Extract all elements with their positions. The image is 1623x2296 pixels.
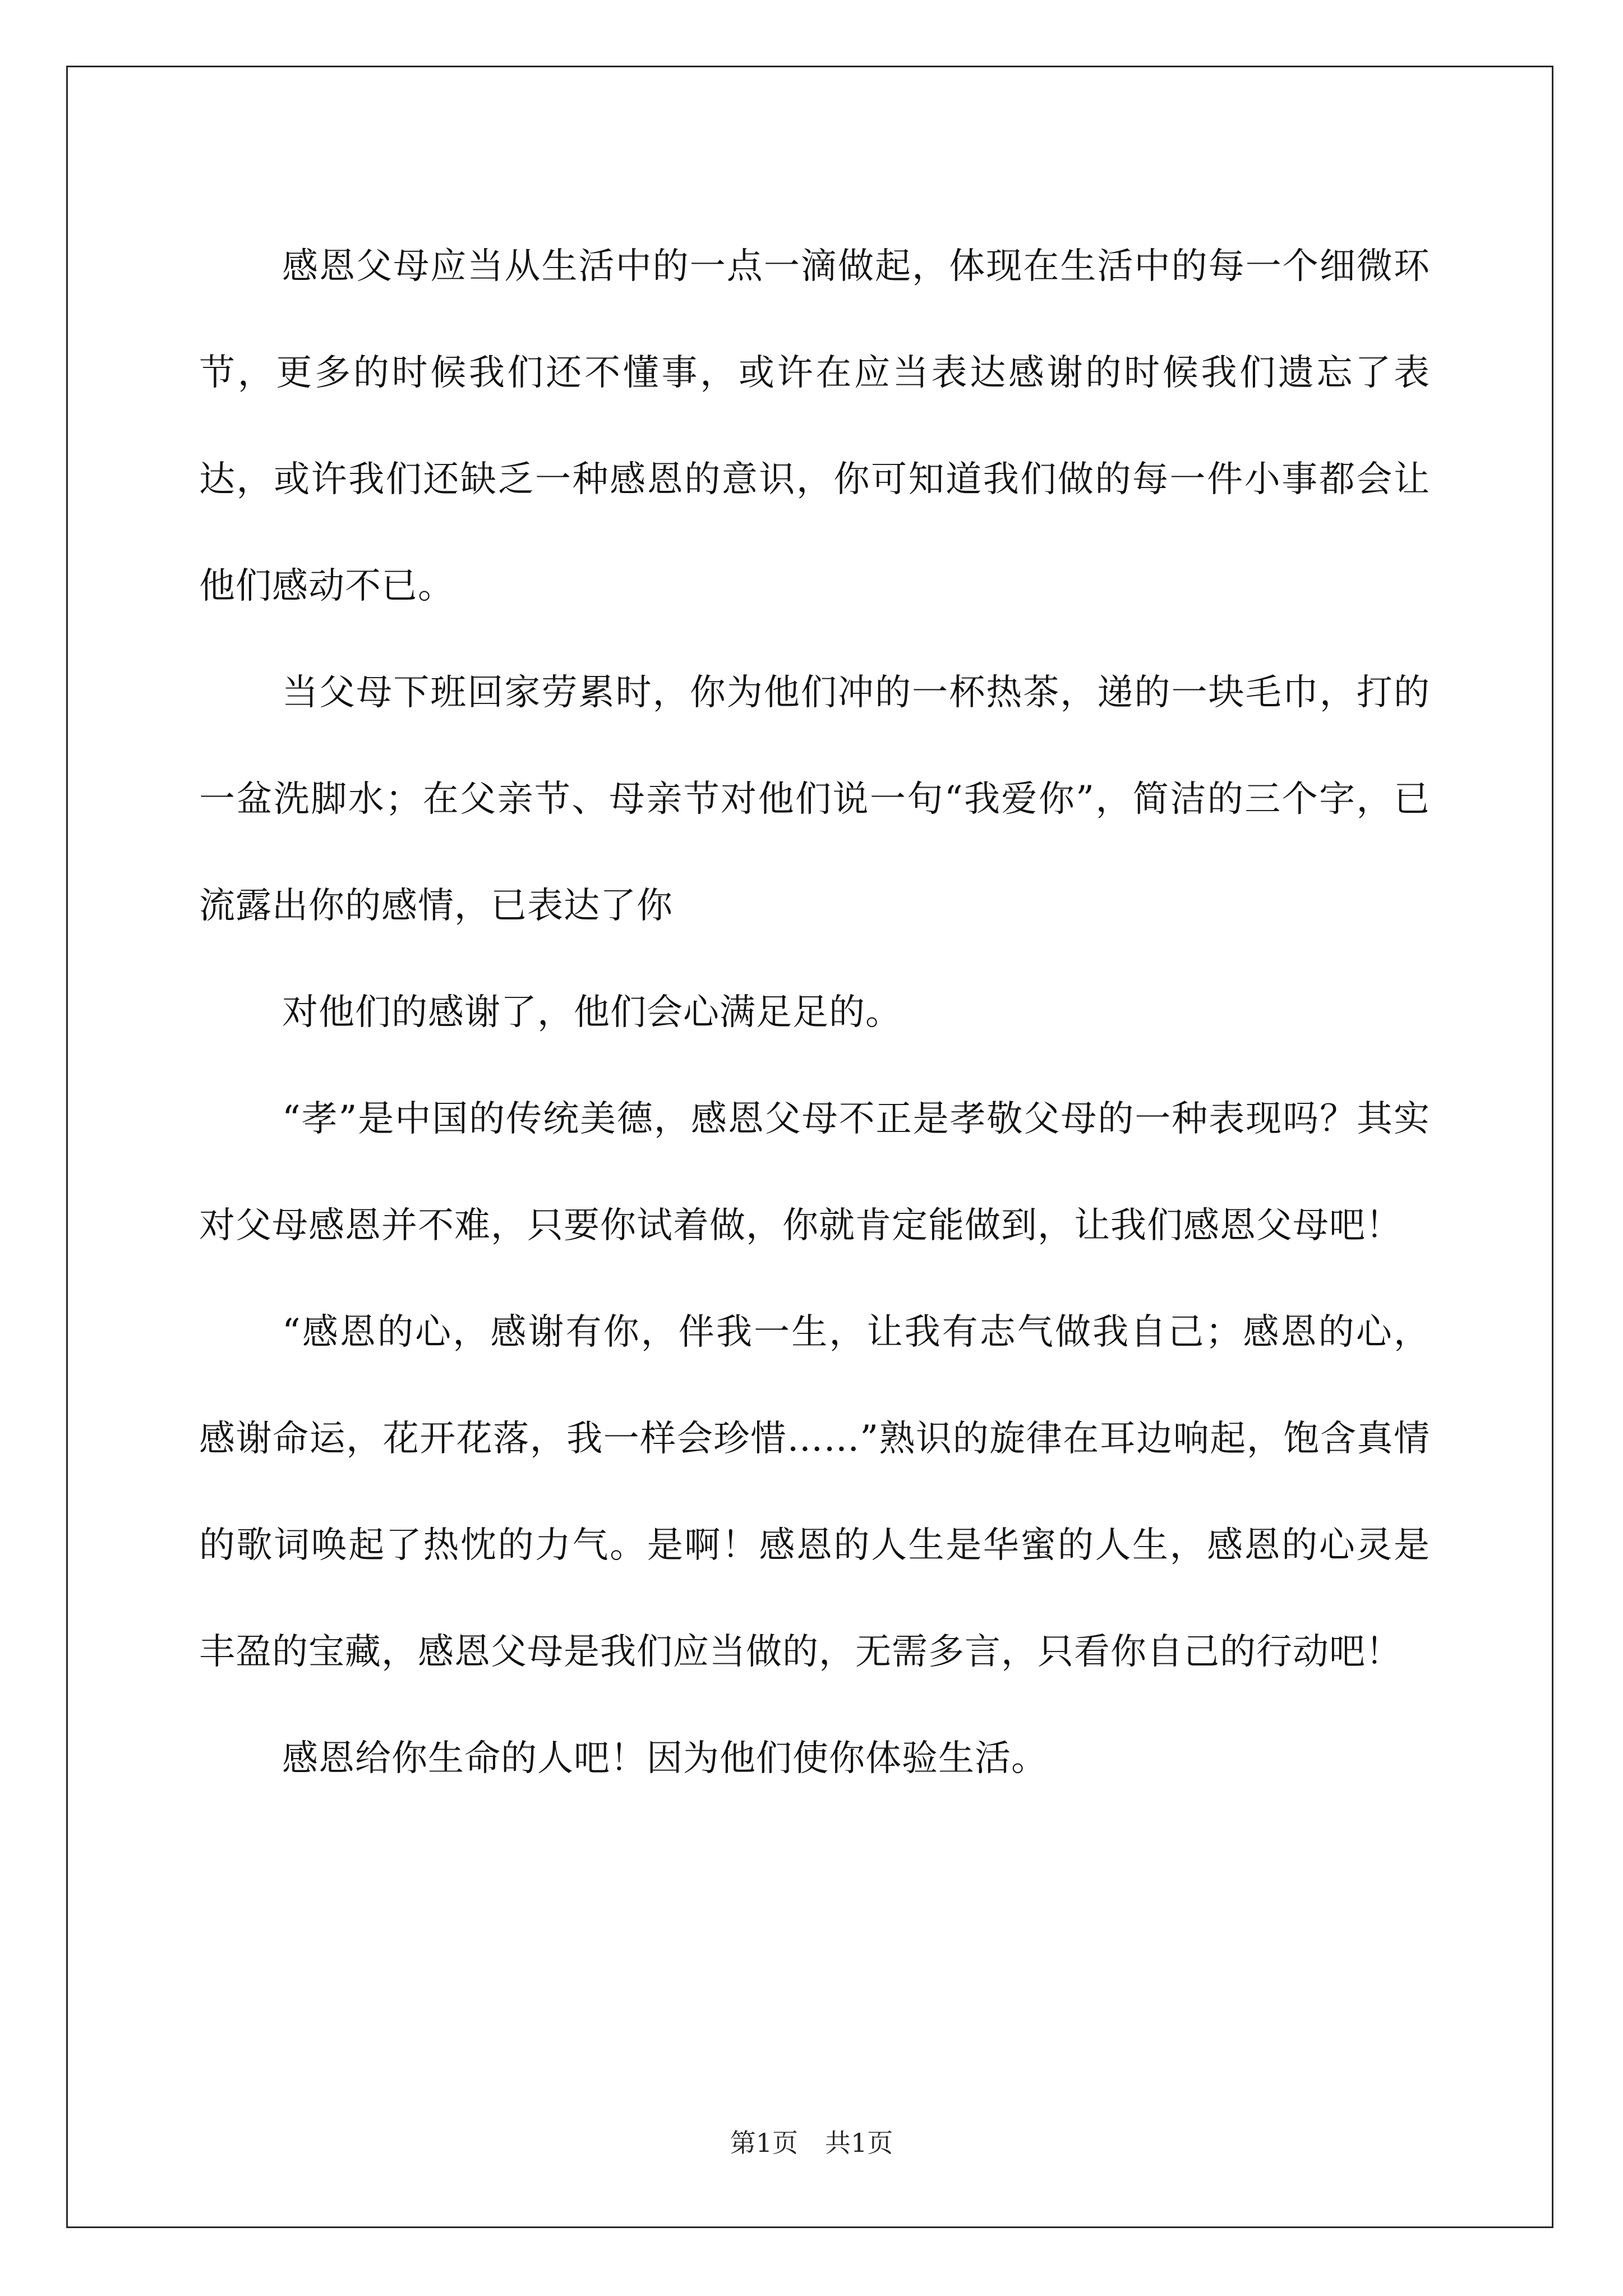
page-number: 第1页 xyxy=(730,2128,798,2158)
page-footer xyxy=(0,2126,1623,2160)
paragraph: 对他们的感谢了，他们会心满足足的。 xyxy=(282,992,902,1033)
paragraph: 感恩给你生命的人吧！因为他们使你体验生活。 xyxy=(282,1738,1048,1779)
document-body xyxy=(199,213,1430,1812)
paragraph: 感恩父母应当从生活中的一点一滴做起，体现在生活中的每一个细微环节，更多的时候我们还不懂事，或许在应当表达感谢的时候我们遗忘了表达，或许我们还缺乏一种感恩的意识，你可知道我们做的每一件小事都会让他们感动不已。 xyxy=(199,246,1430,607)
paragraph: “感恩的心，感谢有你，伴我一生，让我有志气做我自己；感恩的心，感谢命运，花开花落，我一样会珍惜……”熟识的旋律在耳边响起，饱含真情的歌词唤起了热忱的力气。是啊！感恩的人生是华蜜的人生，感恩的心灵是丰盈的宝藏，感恩父母是我们应当做的，无需多言，只看你自己的行动吧！ xyxy=(199,1312,1430,1673)
paragraph: 当父母下班回家劳累时，你为他们冲的一杯热茶，递的一块毛巾，打的一盆洗脚水；在父亲节、母亲节对他们说一句“我爱你”，简洁的三个字，已流露出你的感情，已表达了你 xyxy=(199,672,1430,927)
paragraph: “孝”是中国的传统美德，感恩父母不正是孝敬父母的一种表现吗？其实对父母感恩并不难，只要你试着做，你就肯定能做到，让我们感恩父母吧！ xyxy=(199,1098,1430,1246)
page-total: 共1页 xyxy=(825,2128,893,2158)
